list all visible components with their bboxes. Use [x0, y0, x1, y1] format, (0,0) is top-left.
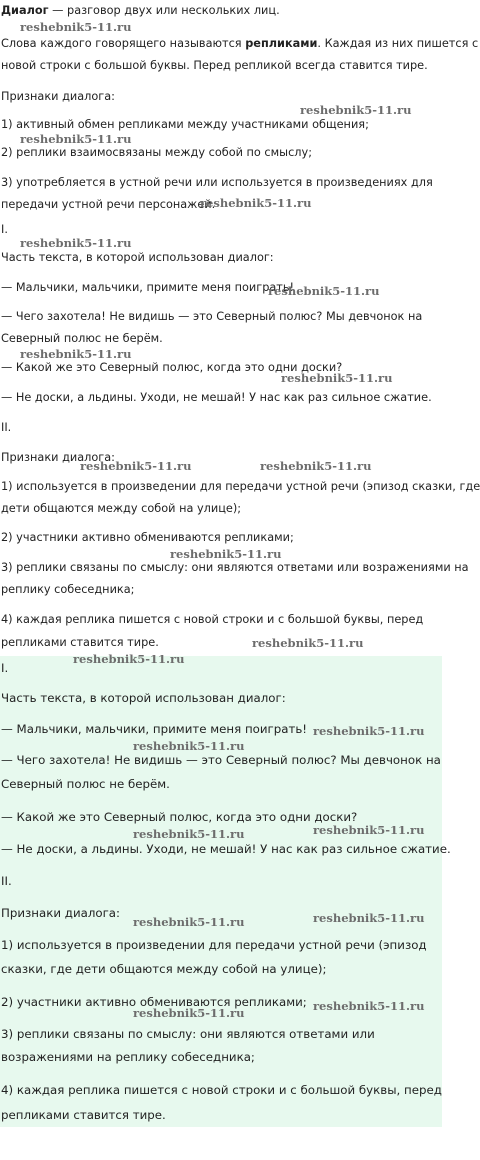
replica-4: — Не доски, а льдины. Уходи, не мешай! У нас как раз сильное сжатие.: [1, 391, 432, 404]
watermark: reshebnik5-11.ru: [133, 1006, 245, 1020]
part-2-point-1-line-1: 1) используется в произведении для передачи устной речи (эпизод сказки, где: [1, 480, 480, 493]
watermark: reshebnik5-11.ru: [170, 547, 282, 561]
watermark: reshebnik5-11.ru: [252, 636, 364, 650]
watermark: reshebnik5-11.ru: [200, 196, 312, 210]
intro-line-3: новой строки с большой буквы. Перед репликой всегда ставится тире.: [1, 59, 428, 72]
answer-replica-1: — Мальчики, мальчики, примите меня поиграть!: [1, 722, 308, 736]
part-2-point-2: 2) участники активно обмениваются репликами;: [1, 531, 294, 544]
part-2-point-3-line-1: 3) реплики связаны по смыслу: они являются ответами или возражениями на: [1, 561, 469, 574]
answer-replica-3: — Какой же это Северный полюс, когда это одни доски?: [1, 810, 358, 824]
answer-part-1-intro: Часть текста, в которой использован диалог:: [1, 691, 286, 705]
sign-3-line-2: передачи устной речи персонажей.: [1, 198, 216, 211]
part-1-number: I.: [1, 223, 8, 236]
sign-2: 2) реплики взаимосвязаны между собой по смыслу;: [1, 146, 313, 159]
intro-line-2: [1, 37, 478, 50]
watermark: reshebnik5-11.ru: [313, 911, 425, 925]
term-replicas: репликами: [245, 37, 318, 50]
watermark: reshebnik5-11.ru: [268, 284, 380, 298]
watermark: reshebnik5-11.ru: [20, 20, 132, 34]
part-2-point-4-line-2: репликами ставится тире.: [1, 636, 159, 649]
watermark: reshebnik5-11.ru: [20, 132, 132, 146]
watermark: reshebnik5-11.ru: [281, 371, 393, 385]
answer-part-1-number: I.: [1, 661, 9, 675]
part-2-point-4-line-1: 4) каждая реплика пишется с новой строки и с большой буквы, перед: [1, 613, 424, 626]
part-2-point-1-line-2: дети общаются между собой на улице);: [1, 502, 242, 515]
part-2-number: II.: [1, 421, 12, 434]
watermark: reshebnik5-11.ru: [313, 724, 425, 738]
sign-3-line-1: 3) употребляется в устной речи или используется в произведениях для: [1, 176, 433, 189]
watermark: reshebnik5-11.ru: [80, 459, 192, 473]
replica-2-line-2: Северный полюс не берём.: [1, 332, 163, 345]
replica-3: — Какой же это Северный полюс, когда это одни доски?: [1, 361, 343, 374]
part-1-intro: Часть текста, в которой использован диалог:: [1, 251, 274, 264]
answer-point-1-line-2: сказки, где дети общаются между собой на улице);: [1, 962, 327, 976]
watermark: reshebnik5-11.ru: [20, 347, 132, 361]
intro-line-2-text: Слова каждого говорящего называются: [1, 37, 246, 50]
watermark: reshebnik5-11.ru: [260, 459, 372, 473]
answer-point-2: 2) участники активно обмениваются репликами;: [1, 995, 307, 1009]
watermark: reshebnik5-11.ru: [133, 915, 245, 929]
watermark: reshebnik5-11.ru: [300, 103, 412, 117]
answer-part-2-number: II.: [1, 874, 12, 888]
intro-line-2-end: . Каждая из них пишется с: [317, 37, 479, 50]
part-2-heading: Признаки диалога:: [1, 451, 115, 464]
watermark: reshebnik5-11.ru: [313, 823, 425, 837]
sign-1: 1) активный обмен репликами между участниками общения;: [1, 118, 369, 131]
answer-point-1-line-1: 1) используется в произведении для передачи устной речи (эпизод: [1, 938, 427, 952]
watermark: reshebnik5-11.ru: [133, 739, 245, 753]
replica-1: — Мальчики, мальчики, примите меня поиграть!: [1, 281, 295, 294]
answer-point-3-line-1: 3) реплики связаны по смыслу: они являются ответами или: [1, 1027, 375, 1041]
watermark: reshebnik5-11.ru: [73, 652, 185, 666]
answer-replica-2-line-1: — Чего захотела! Не видишь — это Северный полюс? Мы девчонок на: [1, 753, 441, 767]
answer-point-4-line-1: 4) каждая реплика пишется с новой строки и с большой буквы, перед: [1, 1083, 442, 1097]
definition-text: — разговор двух или нескольких лиц.: [48, 4, 280, 17]
watermark: reshebnik5-11.ru: [313, 999, 425, 1013]
answer-replica-4: — Не доски, а льдины. Уходи, не мешай! У нас как раз сильное сжатие.: [1, 842, 451, 856]
answer-point-4-line-2: репликами ставится тире.: [1, 1108, 166, 1122]
watermark: reshebnik5-11.ru: [133, 827, 245, 841]
answer-part-2-heading: Признаки диалога:: [1, 906, 120, 920]
answer-replica-2-line-2: Северный полюс не берём.: [1, 777, 170, 791]
part-2-point-3-line-2: реплику собеседника;: [1, 583, 135, 596]
term-dialog: Диалог: [1, 4, 49, 17]
answer-point-3-line-2: возражениями на реплику собеседника;: [1, 1050, 255, 1064]
intro-definition: [1, 4, 280, 17]
watermark: reshebnik5-11.ru: [20, 236, 132, 250]
replica-2-line-1: — Чего захотела! Не видишь — это Северный полюс? Мы девчонок на: [1, 310, 423, 323]
signs-heading: Признаки диалога:: [1, 90, 115, 103]
